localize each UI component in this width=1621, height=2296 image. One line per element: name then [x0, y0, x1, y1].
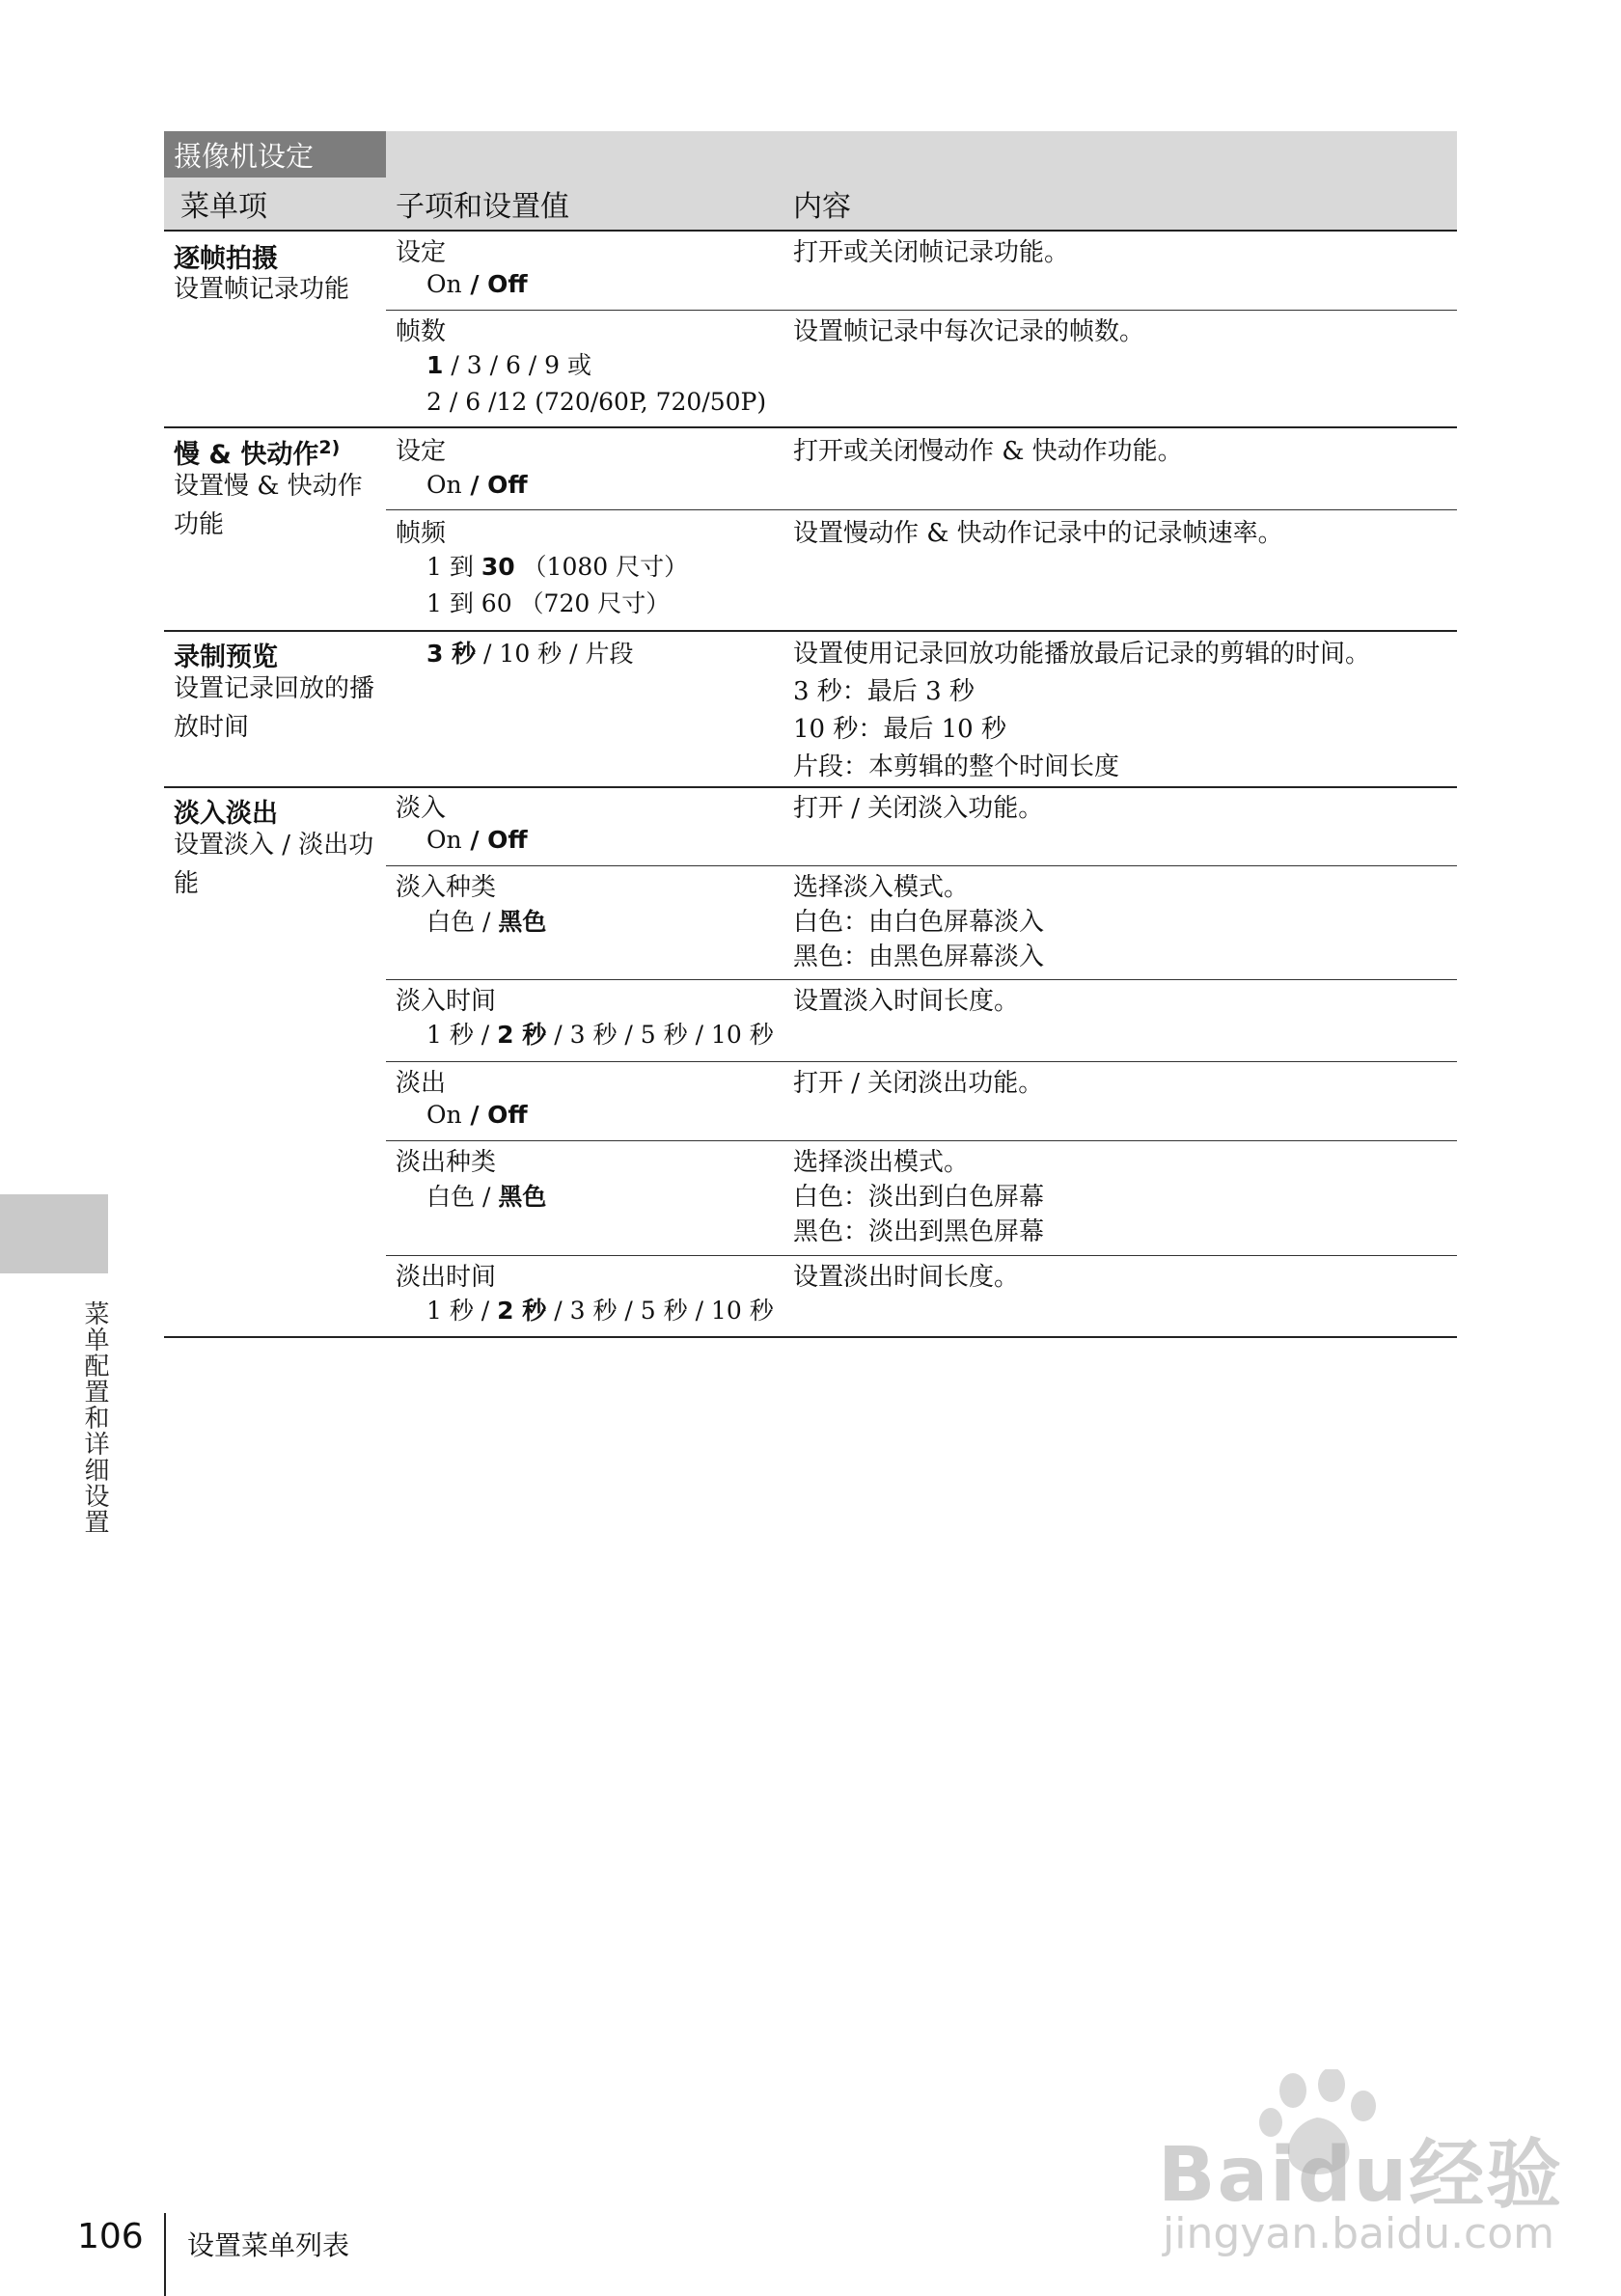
- sub-item-label: 淡入种类: [396, 873, 497, 902]
- watermark-logo-text: Baidu经验: [1158, 2132, 1564, 2219]
- footer-divider: [164, 2213, 166, 2296]
- footnote-ref: 2): [318, 437, 341, 458]
- page-number: 106: [77, 2217, 144, 2256]
- sub-item-values: On / Off: [426, 826, 528, 854]
- row-content: 设置慢动作 & 快动作记录中的记录帧速率。: [793, 519, 1283, 548]
- sub-item-label: 设定: [396, 437, 447, 466]
- menu-item-name: 录制预览: [174, 642, 278, 672]
- watermark-url: jingyan.baidu.com: [1163, 2209, 1555, 2258]
- group-divider: [164, 786, 1457, 788]
- sub-item-label: 淡出时间: [396, 1263, 497, 1292]
- sub-item-values: 1 / 3 / 6 / 9 或: [426, 351, 592, 379]
- side-chapter-label: 菜单配置和详细设置: [80, 1300, 109, 1535]
- row-content: 设置淡入时间长度。: [793, 987, 1020, 1016]
- row-content: 设置帧记录中每次记录的帧数。: [793, 317, 1145, 346]
- row-content: 打开 / 关闭淡出功能。: [793, 1069, 1044, 1098]
- sub-item-values: 3 秒 / 10 秒 / 片段: [426, 640, 634, 668]
- sub-item-values: On / Off: [426, 471, 528, 499]
- column-header-sub: 子项和设置值: [396, 190, 569, 224]
- row-divider: [386, 1061, 1457, 1062]
- sub-item-values: 白色 / 黑色: [426, 1183, 547, 1211]
- menu-item-name: 逐帧拍摄: [174, 244, 278, 274]
- sub-item-label: 帧数: [396, 317, 447, 346]
- row-content: 打开或关闭慢动作 & 快动作功能。: [793, 437, 1183, 466]
- sub-item-values: On / Off: [426, 270, 528, 298]
- group-divider: [164, 426, 1457, 428]
- column-header-content: 内容: [793, 190, 851, 224]
- section-title: 摄像机设定: [174, 140, 315, 173]
- side-thumb-tab: [0, 1194, 108, 1273]
- row-divider: [386, 979, 1457, 980]
- menu-item-desc: 设置记录回放的播放时间: [174, 674, 375, 742]
- menu-item-desc: 设置慢 & 快动作功能: [174, 472, 363, 539]
- menu-item-desc: 设置帧记录功能: [174, 275, 350, 304]
- row-content: 打开 / 关闭淡入功能。: [793, 794, 1044, 823]
- row-content: 选择淡入模式。 白色：由白色屏幕淡入 黑色：由黑色屏幕淡入: [793, 873, 1045, 971]
- sub-item-label: 淡出种类: [396, 1148, 497, 1177]
- row-divider: [386, 1140, 1457, 1141]
- sub-item-values: 1 到 60 （720 尺寸）: [426, 589, 671, 617]
- row-content: 选择淡出模式。 白色：淡出到白色屏幕 黑色：淡出到黑色屏幕: [793, 1148, 1045, 1246]
- row-content: 设置淡出时间长度。: [793, 1263, 1020, 1292]
- sub-item-values: 1 秒 / 2 秒 / 3 秒 / 5 秒 / 10 秒: [426, 1297, 774, 1325]
- row-divider: [386, 865, 1457, 866]
- row-divider: [386, 509, 1457, 510]
- sub-item-label: 淡入时间: [396, 987, 497, 1016]
- row-content: 设置使用记录回放功能播放最后记录的剪辑的时间。 3 秒：最后 3 秒 10 秒：最后 10 秒 片段：本剪辑的整个时间长度: [793, 640, 1371, 781]
- sub-item-values: 白色 / 黑色: [426, 908, 547, 936]
- sub-item-label: 淡出: [396, 1069, 447, 1098]
- column-header-menu: 菜单项: [180, 190, 267, 224]
- sub-item-values: 1 到 30 （1080 尺寸）: [426, 553, 689, 581]
- row-divider: [386, 310, 1457, 311]
- sub-item-label: 淡入: [396, 794, 447, 823]
- sub-item-values: 1 秒 / 2 秒 / 3 秒 / 5 秒 / 10 秒: [426, 1021, 774, 1049]
- sub-item-label: 帧频: [396, 519, 447, 548]
- sub-item-values: 2 / 6 /12 (720/60P, 720/50P): [426, 388, 767, 416]
- menu-item-desc: 设置淡入 / 淡出功能: [174, 831, 374, 898]
- group-divider: [164, 230, 1457, 232]
- table-bottom-rule: [164, 1336, 1457, 1338]
- sub-item-label: 设定: [396, 238, 447, 267]
- menu-item-name: 淡入淡出: [174, 799, 278, 829]
- row-content: 打开或关闭帧记录功能。: [793, 238, 1070, 267]
- footer-title: 设置菜单列表: [187, 2229, 350, 2261]
- group-divider: [164, 630, 1457, 632]
- sub-item-values: On / Off: [426, 1101, 528, 1129]
- menu-item-name: 慢 & 快动作$^{2)}$: [174, 437, 341, 470]
- row-divider: [386, 1255, 1457, 1256]
